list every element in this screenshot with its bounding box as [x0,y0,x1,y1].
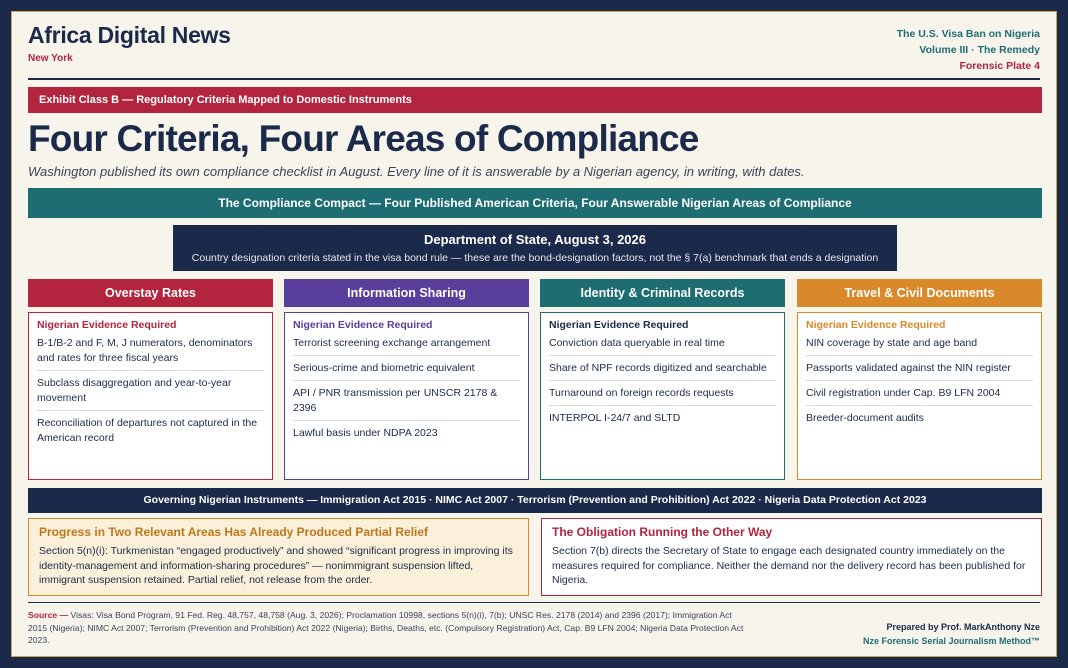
panel-title: The Obligation Running the Other Way [552,525,773,539]
list-item: Conviction data queryable in real time [549,336,776,356]
credits [863,620,1040,648]
card-title: Nigerian Evidence Required [549,319,689,331]
panel-body: Section 5(n)(i): Turkmenistan “engaged productively” and showed “significant progress in improving its identity-management and information-sharing procedures” — nonimmigrant suspension lifted, immigrant suspension retained. Partial relief, not release from the order. [39,545,513,586]
compact-banner: The Compliance Compact — Four Published American Criteria, Four Answerable Nigerian Areas of Compliance [28,188,1042,218]
list-item: Terrorist screening exchange arrangement [293,336,520,356]
column-header-identity-records: Identity & Criminal Records [540,279,785,307]
card-title: Nigerian Evidence Required [293,319,433,331]
series-info [897,26,1040,74]
list-item: Breeder-document audits [806,412,924,424]
panel-body: Section 7(b) directs the Secretary of State to engage each designated country immediately on the measures required for compliance. Neither the demand nor the delivery record has been published for Nigeria. [552,545,1026,586]
list-item: B-1/B-2 and F, M, J numerators, denominators and rates for three fiscal years [37,336,264,371]
dek: Washington published its own compliance checklist in August. Every line of it is answerable by a Nigerian agency, in writing, with dates. [28,164,805,179]
dos-box [173,225,897,271]
footer-divider [28,602,1040,603]
dos-title: Department of State, August 3, 2026 [423,232,646,247]
card-title: Nigerian Evidence Required [37,319,177,331]
list-item: Serious-crime and biometric equivalent [293,361,520,381]
masthead-divider [28,78,1040,80]
card-title: Nigerian Evidence Required [806,319,946,331]
column-card-travel-documents [797,312,1042,480]
column-header-information-sharing: Information Sharing [284,279,529,307]
list-item: Lawful basis under NDPA 2023 [293,427,438,439]
obligation-panel [541,518,1042,596]
infographic-frame [11,11,1057,657]
exhibit-label: Exhibit Class B — Regulatory Criteria Mapped to Domestic Instruments [28,87,1042,113]
headline: Four Criteria, Four Areas of Compliance [28,118,699,159]
list-item: Passports validated against the NIN register [806,361,1033,381]
method-name: Nze Forensic Serial Journalism Method™ [862,636,1040,646]
list-item: Subclass disaggregation and year-to-year movement [37,376,264,411]
partial-relief-panel [28,518,529,596]
list-item: Share of NPF records digitized and searchable [549,361,776,381]
column-header-travel-documents: Travel & Civil Documents [797,279,1042,307]
masthead [28,22,231,64]
column-card-overstay [28,312,273,480]
list-item: NIN coverage by state and age band [806,336,1033,356]
source-text: Visas: Visa Bond Program, 91 Fed. Reg. 48,757, 48,758 (Aug. 3, 2026); Proclamation 10998, sections 5(n)(i), 7(b); UNSC Res. 2178 (2014) and 2396 (2017); Immigration Act 2015 (Nigeria); NIMC Act 2007; Terrorism (Prevention and Prohibition) Act 2022 (Nigeria); Births, Deaths, etc. (Compulsory Registration) Act, Cap. B9 LFN 2004; Nigeria Data Protection Act 2023. [28,610,744,645]
publication-city: New York [28,53,73,64]
prepared-by: Prepared by Prof. MarkAnthony Nze [886,622,1040,632]
source-label: Source — [28,610,69,620]
governing-instruments-bar: Governing Nigerian Instruments — Immigration Act 2015 · NIMC Act 2007 · Terrorism (Prevention and Prohibition) Act 2022 · Nigeria Data Protection Act 2023 [28,488,1042,513]
column-card-identity-records [540,312,785,480]
publication-name: Africa Digital News [28,22,231,48]
source-note [28,609,748,647]
series-title: The U.S. Visa Ban on Nigeria [896,28,1040,40]
list-item: Turnaround on foreign records requests [549,386,776,406]
panel-title: Progress in Two Relevant Areas Has Already Produced Partial Relief [39,525,429,539]
list-item: Reconciliation of departures not captured in the American record [37,417,258,444]
list-item: INTERPOL I-24/7 and SLTD [549,412,681,424]
list-item: Civil registration under Cap. B9 LFN 2004 [806,386,1033,406]
dos-subtitle: Country designation criteria stated in the visa bond rule — these are the bond-designation factors, not the § 7(a) benchmark that ends a designation [191,252,879,264]
list-item: API / PNR transmission per UNSCR 2178 & 2396 [293,386,520,421]
column-header-overstay: Overstay Rates [28,279,273,307]
series-volume: Volume III · The Remedy [919,44,1040,56]
plate-number: Forensic Plate 4 [959,60,1040,72]
column-card-information-sharing [284,312,529,480]
